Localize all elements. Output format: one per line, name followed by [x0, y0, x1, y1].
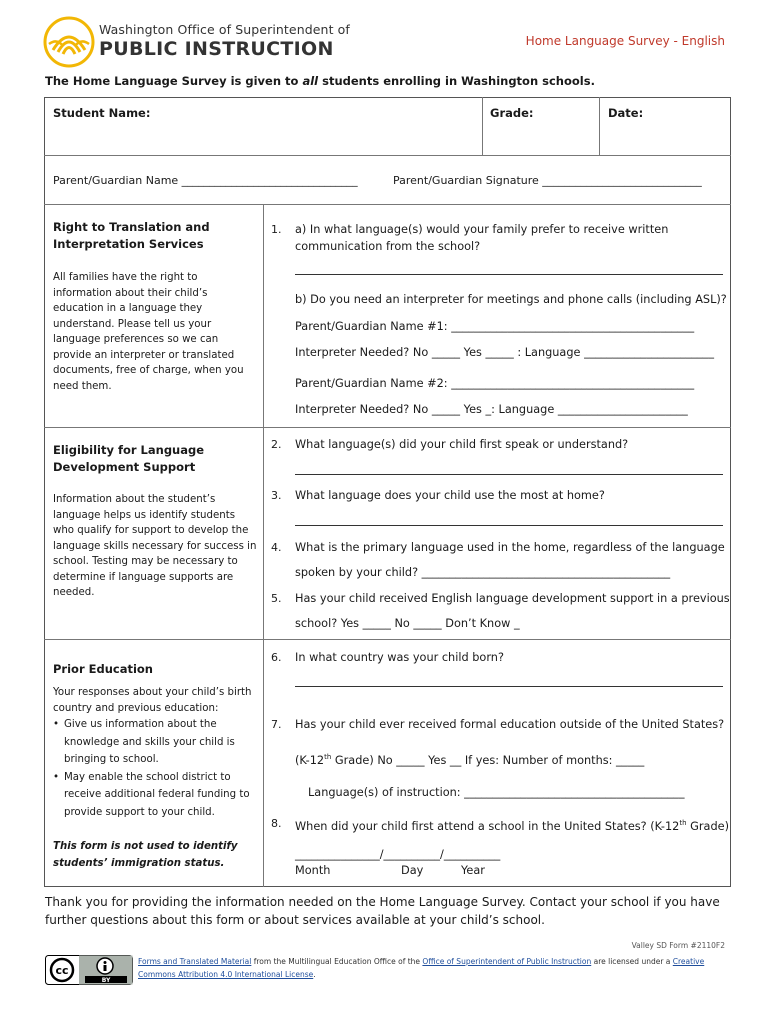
interpreter-1-field[interactable]: Interpreter Needed? No _____ Yes _____ : Language _______________________	[295, 346, 714, 359]
divider	[263, 204, 264, 887]
answer-line-1a[interactable]	[295, 274, 723, 275]
section-title-eligibility: Eligibility for Language Development Support	[53, 443, 205, 474]
question-1b: b) Do you need an interpreter for meetings and phone calls (including ASL)?	[295, 293, 727, 306]
forms-link[interactable]: Forms and Translated Material	[138, 957, 252, 966]
divider	[44, 427, 731, 428]
ospi-link[interactable]: Office of Superintendent of Public Instruction	[422, 957, 592, 966]
section-text-eligibility: Information about the student’s language helps us identify students who qualify for support to develop the language skills necessary for success in school. Testing may be necessary to determine if language supports are needed.	[53, 494, 257, 598]
org-name-line1: Washington Office of Superintendent of	[99, 22, 350, 37]
question-1a: a) In what language(s) would your family prefer to receive written communication from the school?	[295, 223, 669, 253]
immigration-status-note: This form is not used to identify students’ immigration status.	[53, 841, 238, 869]
ospi-sun-logo-icon	[43, 16, 95, 68]
license-text: Forms and Translated Material from the Multilingual Education Office of the Office of Superintendent of Public Instruction are licensed under a Creative Commons Attribution 4.0 International License.	[138, 957, 705, 979]
question-4: What is the primary language used in the home, regardless of the language spoken by your child? ____________________________________________	[295, 541, 725, 579]
question-number: 5.	[271, 592, 282, 605]
intro-statement: The Home Language Survey is given to all students enrolling in Washington schools.	[45, 74, 595, 88]
interpreter-2-field[interactable]: Interpreter Needed? No _____ Yes _: Language _______________________	[295, 403, 688, 416]
student-name-field[interactable]: Student Name:	[53, 106, 151, 120]
section-title-translation: Right to Translation and Interpretation Services	[53, 220, 210, 251]
divider	[44, 204, 731, 205]
question-number: 3.	[271, 489, 282, 502]
date-field[interactable]: Date:	[608, 106, 644, 120]
intro-emphasis: all	[302, 74, 319, 88]
section-text-prior-education: Your responses about your child’s birth country and previous education: • Give us information about the knowledge and skills your child is bringing to school. • May enable the school district to receive additional federal funding to provide support to your child.	[53, 685, 258, 821]
question-number: 7.	[271, 718, 282, 731]
form-number: Valley SD Form #2110F2	[631, 941, 725, 950]
grade-field[interactable]: Grade:	[490, 106, 534, 120]
question-4-answer-field[interactable]: spoken by your child? ____________________________________________	[295, 566, 671, 579]
answer-line-2[interactable]	[295, 474, 723, 475]
answer-line-6[interactable]	[295, 686, 723, 687]
question-number: 4.	[271, 541, 282, 554]
divider	[44, 639, 731, 640]
by-label: BY	[101, 977, 111, 984]
parent-signature-field[interactable]: Parent/Guardian Signature _____________________________	[393, 174, 702, 187]
language-of-instruction-field[interactable]: Language(s) of instruction: _______________________________________	[308, 786, 685, 799]
question-number: 1.	[271, 223, 282, 236]
question-2: What language(s) did your child first speak or understand?	[295, 438, 629, 451]
divider	[482, 97, 483, 155]
first-attend-date-field[interactable]: _______________/__________/__________	[295, 848, 501, 861]
parent-1-language-field[interactable]: Parent/Guardian Name #1: ___________________________________________	[295, 320, 695, 333]
date-label-year: Year	[461, 864, 485, 877]
question-7: Has your child ever received formal education outside of the United States?	[295, 718, 725, 731]
date-label-month: Month	[295, 864, 331, 877]
question-3: What language does your child use the most at home?	[295, 489, 605, 502]
section-text-translation: All families have the right to information about their child’s education in a language they understand. Please tell us your language preferences so we can provide an interpreter or translated documents, free of charge, when you need them.	[53, 272, 244, 392]
cc-license-link[interactable]: Creative Commons Attribution 4.0 International License	[138, 957, 705, 979]
section-title-prior-education: Prior Education	[53, 662, 153, 676]
question-5-options[interactable]: school? Yes _____ No _____ Don’t Know _	[295, 617, 520, 630]
question-5: Has your child received English language development support in a previous school? Yes _____ No _____ Don’t Know _	[295, 592, 730, 630]
divider	[44, 155, 731, 156]
list-item: • May enable the school district to receive additional federal funding to provide support to your child.	[53, 769, 258, 822]
cc-label: cc	[55, 964, 69, 977]
parent-2-language-field[interactable]: Parent/Guardian Name #2: ___________________________________________	[295, 377, 695, 390]
divider	[599, 97, 600, 155]
creative-commons-by-badge-icon	[45, 955, 133, 985]
question-number: 6.	[271, 651, 282, 664]
org-name-line2: PUBLIC INSTRUCTION	[99, 38, 334, 60]
parent-name-field[interactable]: Parent/Guardian Name ________________________________	[53, 174, 358, 187]
answer-line-3[interactable]	[295, 525, 723, 526]
question-number: 2.	[271, 438, 282, 451]
question-6: In what country was your child born?	[295, 651, 504, 664]
thank-you-message: Thank you for providing the information needed on the Home Language Survey. Contact your school if you have further questions about this form or about services available at your child’s school.	[45, 895, 720, 927]
survey-title: Home Language Survey - English	[525, 34, 725, 48]
question-7-options[interactable]: (K-12th Grade) No _____ Yes __ If yes: Number of months: _____	[295, 753, 645, 767]
list-item: • Give us information about the knowledge and skills your child is bringing to school.	[53, 716, 258, 769]
question-number: 8.	[271, 817, 282, 830]
date-label-day: Day	[401, 864, 424, 877]
question-8: When did your child first attend a school in the United States? (K-12th Grade)	[295, 819, 729, 833]
